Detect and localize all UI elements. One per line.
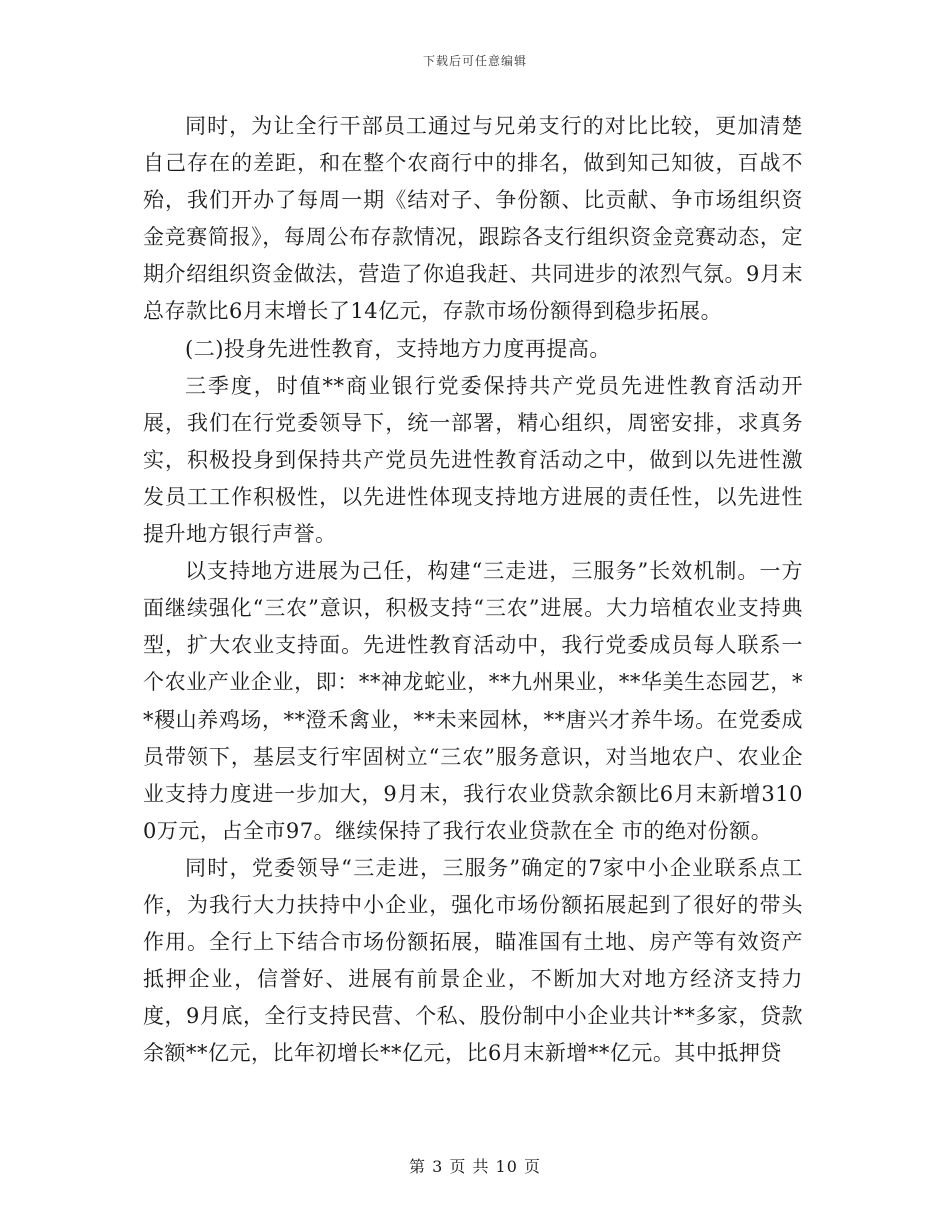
- page-footer: 第 3 页 共 10 页: [409, 1157, 541, 1176]
- paragraph-1: 同时，为让全行干部员工通过与兄弟支行的对比比较，更加清楚自己存在的差距，和在整个农商行中的排名，做到知己知彼，百战不殆，我们开办了每周一期《结对子、争份额、比贡献、争市场组织资金竞赛简报》，每周公布存款情况，跟踪各支行组织资金竞赛动态，定期介绍组织资金做法，营造了你追我赶、共同进步的浓烈气氛。9月末总存款比6月末增长了14亿元，存款市场份额得到稳步拓展。: [143, 114, 803, 324]
- page-header: 下载后可任意编辑: [422, 54, 527, 68]
- paragraph-4: 以支持地方进展为己任，构建“三走进，三服务”长效机制。一方面继续强化“三农”意识，积极支持“三农”进展。大力培植农业支持典型，扩大农业支持面。先进性教育活动中，我行党委成员每人联系一个农业产业企业，即：**神龙蛇业，**九州果业，**华美生态园艺，**稷山养鸡场，**澄禾禽业，**未来园林，**唐兴才养牛场。在党委成员带领下，基层支行牢固树立“三农”服务意识，对当地农户、农业企业支持力度进一步加大，9月末，我行农业贷款余额比6月末新增3100万元，占全市97。继续保持了我行农业贷款在全 市的绝对份额。: [143, 559, 803, 843]
- paragraph-2-section-heading: (二)投身先进性教育，支持地方力度再提高。: [185, 336, 611, 361]
- document-body: [143, 108, 803, 1072]
- paragraph-5: 同时，党委领导“三走进，三服务”确定的7家中小企业联系点工作，为我行大力扶持中小企业，强化市场份额拓展起到了很好的带头作用。全行上下结合市场份额拓展，瞄准国有土地、房产等有效资产抵押企业，信誉好、进展有前景企业，不断加大对地方经济支持力度，9月底，全行支持民营、个私、股份制中小企业共计**多家，贷款余额**亿元，比年初增长**亿元，比6月末新增**亿元。其中抵押贷: [143, 855, 803, 1066]
- paragraph-3: 三季度，时值**商业银行党委保持共产党员先进性教育活动开展，我们在行党委领导下，统一部署，精心组织，周密安排，求真务实，积极投身到保持共产党员先进性教育活动之中，做到以先进性激发员工工作积极性，以先进性体现支持地方进展的责任性，以先进性提升地方银行声誉。: [143, 373, 803, 547]
